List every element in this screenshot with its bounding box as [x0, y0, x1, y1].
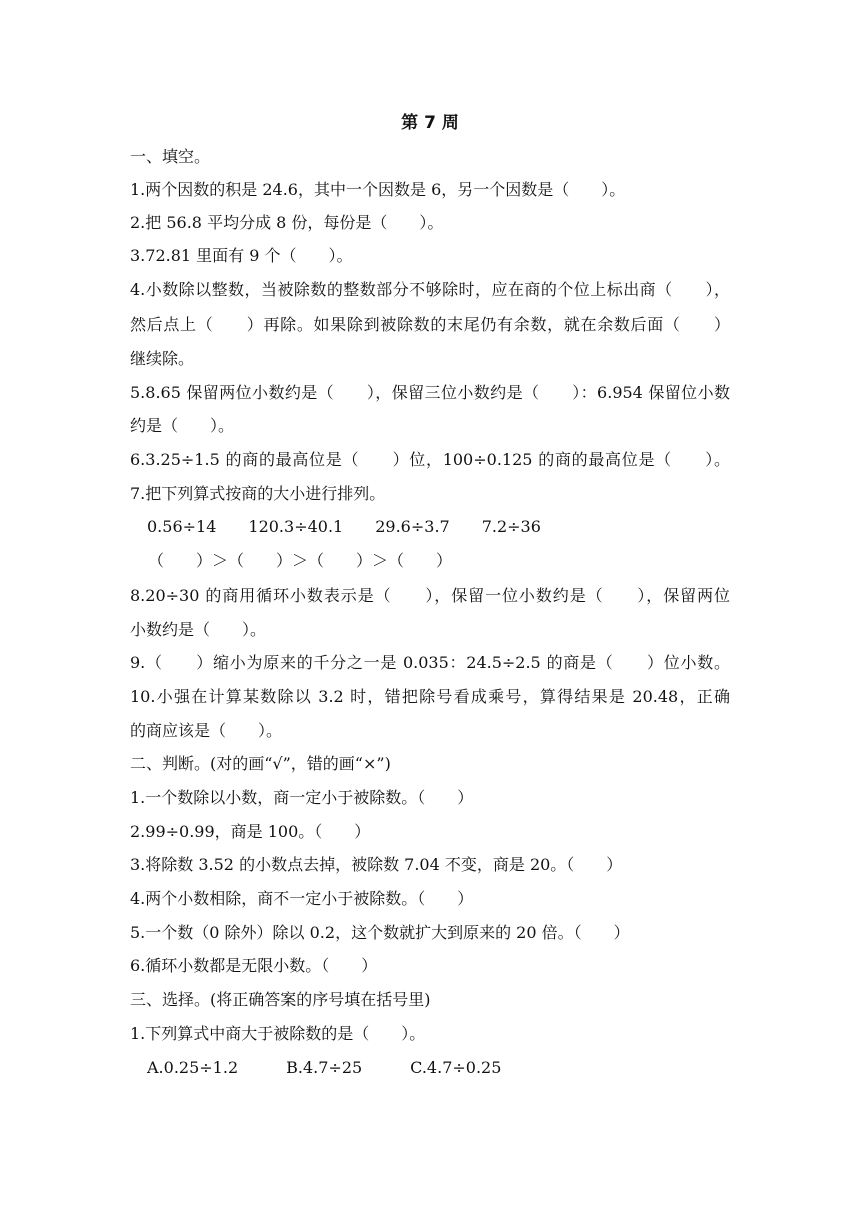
- question-line: 9.（ ）缩小为原来的千分之一是 0.035：24.5÷2.5 的商是（ ）位小数。: [130, 653, 730, 672]
- question-line: 7.把下列算式按商的大小进行排列。: [130, 484, 386, 503]
- section-heading-true-false: 二、判断。(对的画“√”，错的画“×”): [130, 754, 391, 773]
- question-line: 1.两个因数的积是 24.6，其中一个因数是 6，另一个因数是（ ）。: [130, 180, 626, 199]
- section-heading-choice: 三、选择。(将正确答案的序号填在括号里): [130, 990, 431, 1009]
- question-line: 1.一个数除以小数，商一定小于被除数。（ ）: [130, 788, 474, 807]
- question-line: 5.一个数（0 除外）除以 0.2，这个数就扩大到原来的 20 倍。（ ）: [130, 923, 630, 942]
- expression-list: 0.56÷14 120.3÷40.1 29.6÷3.7 7.2÷36: [147, 517, 541, 536]
- question-line: 2.99÷0.99，商是 100。（ ）: [130, 822, 371, 841]
- question-line: 10.小强在计算某数除以 3.2 时，错把除号看成乘号，算得结果是 20.48，正确: [130, 687, 730, 706]
- question-line: 小数约是（ ）。: [130, 620, 267, 639]
- question-line: 6.循环小数都是无限小数。（ ）: [130, 956, 378, 975]
- question-line: 然后点上（ ）再除。如果除到被除数的末尾仍有余数，就在余数后面（ ）: [130, 315, 730, 334]
- question-line: 3.将除数 3.52 的小数点去掉，被除数 7.04 不变，商是 20。（ ）: [130, 855, 623, 874]
- question-line: 6.3.25÷1.5 的商的最高位是（ ）位，100÷0.125 的商的最高位是（ ）。: [130, 450, 730, 469]
- question-line: 4.小数除以整数，当被除数的整数部分不够除时，应在商的个位上标出商（ ），: [130, 280, 730, 299]
- question-line: 继续除。: [130, 349, 195, 368]
- answer-options: A.0.25÷1.2 B.4.7÷25 C.4.7÷0.25: [147, 1058, 502, 1077]
- question-line: 约是（ ）。: [130, 416, 235, 435]
- question-line: 3.72.81 里面有 9 个（ ）。: [130, 246, 353, 265]
- page-title: 第 7 周: [401, 113, 459, 133]
- question-line: 1.下列算式中商大于被除数的是（ ）。: [130, 1024, 426, 1043]
- question-line: 5.8.65 保留两位小数约是（ ），保留三位小数约是（ ）：6.954 保留位小数: [130, 383, 730, 402]
- ordering-blanks: （ ）＞（ ）＞（ ）＞（ ）: [148, 551, 453, 570]
- question-line: 4.两个小数相除，商不一定小于被除数。（ ）: [130, 889, 474, 908]
- question-line: 8.20÷30 的商用循环小数表示是（ ），保留一位小数约是（ ），保留两位: [130, 586, 730, 605]
- section-heading-fill-blank: 一、填空。: [130, 147, 211, 166]
- question-line: 的商应该是（ ）。: [130, 721, 283, 740]
- question-line: 2.把 56.8 平均分成 8 份，每份是（ ）。: [130, 213, 444, 232]
